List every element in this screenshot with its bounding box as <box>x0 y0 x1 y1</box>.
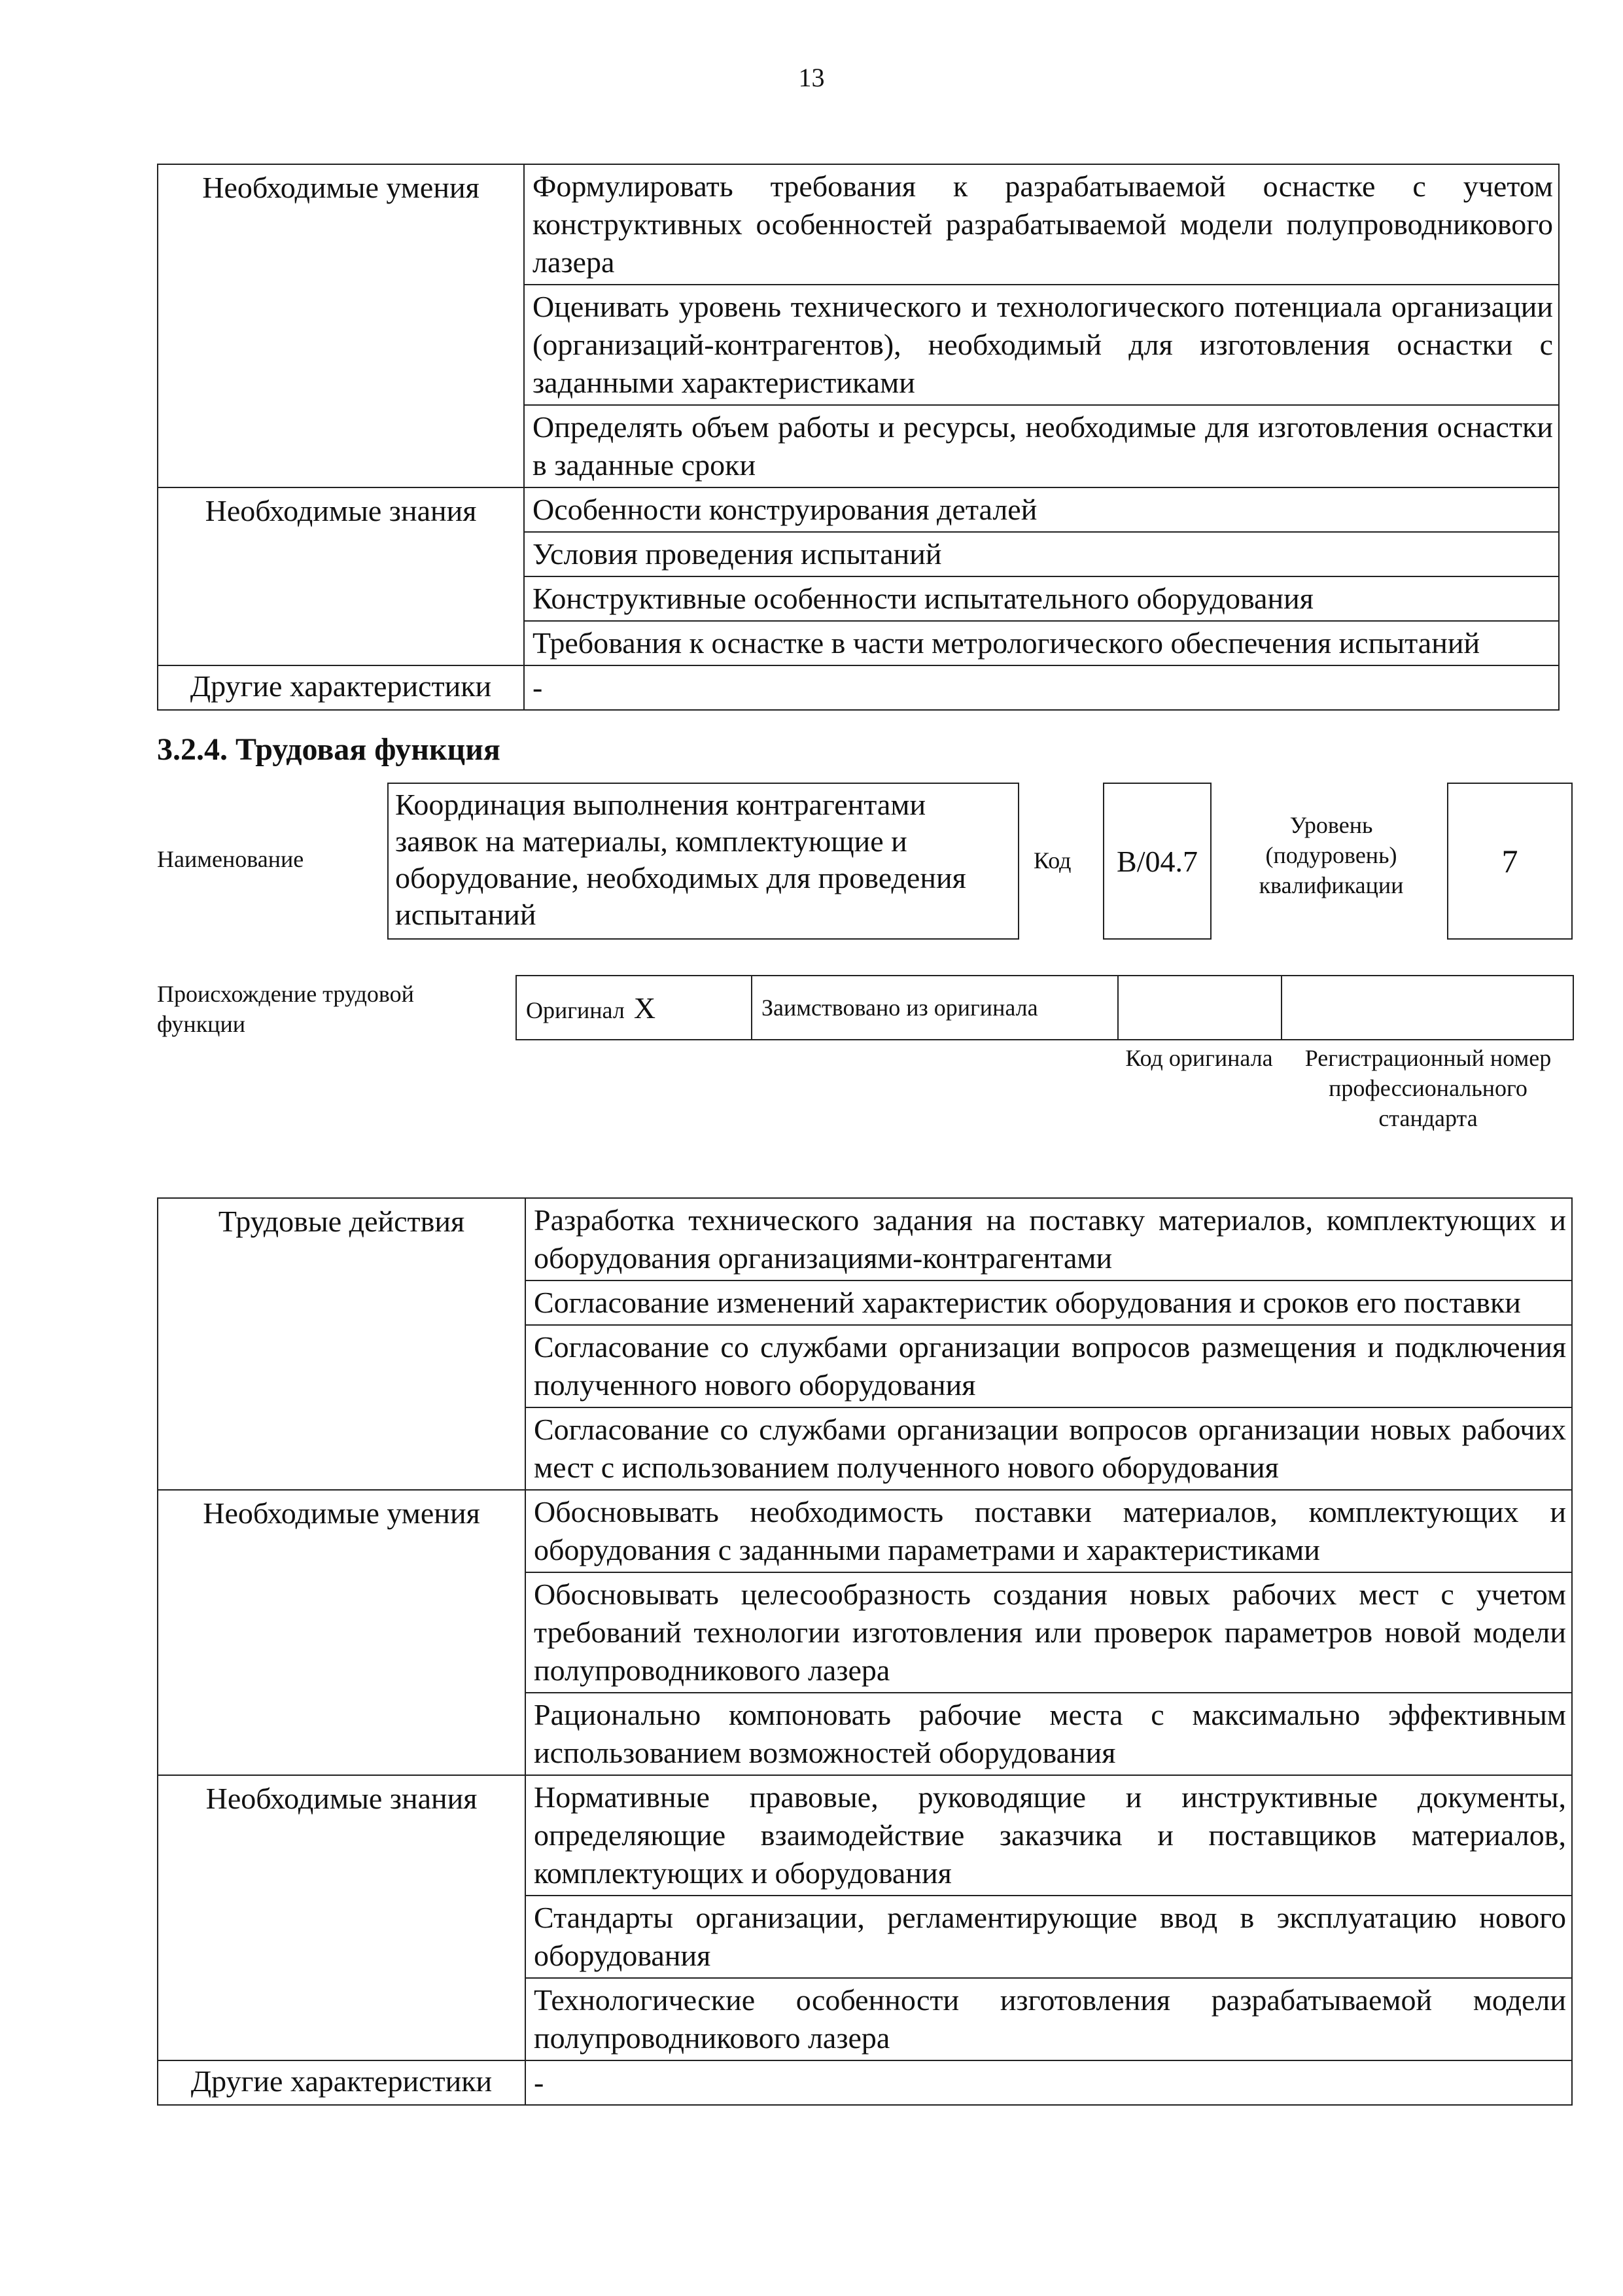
level-box <box>1447 783 1573 940</box>
original-code-cell <box>1118 976 1282 1040</box>
table-row <box>158 1490 1572 1572</box>
registration-number-cell <box>1282 976 1573 1040</box>
row-label-knowledge: Необходимые знания <box>158 487 524 665</box>
code-value: B/04.7 <box>1117 844 1198 878</box>
level-value: 7 <box>1501 843 1518 879</box>
code-label: Код <box>1034 847 1072 874</box>
skill-item: Формулировать требования к разрабатываемой оснастке с учетом конструктивных особенностей разрабатываемой модели полупроводникового лазера <box>524 164 1559 285</box>
level-label: Уровень (подуровень) квалификации <box>1259 812 1404 898</box>
table-row <box>158 164 1559 285</box>
code-box <box>1103 783 1212 940</box>
table-row <box>158 2060 1572 2105</box>
table-row <box>158 1198 1572 1280</box>
borrowed-label: Заимствовано из оригинала <box>752 976 1118 1040</box>
skills-knowledge-table-1 <box>157 164 1560 711</box>
row-label-skills: Необходимые умения <box>158 1490 525 1775</box>
table-row <box>158 1775 1572 1896</box>
skill-item: Оценивать уровень технического и технологического потенциала организации (организаций-контрагентов), необходимый для изготовления оснастки с заданными характеристиками <box>524 285 1559 405</box>
action-item: Разработка технического задания на поставку материалов, комплектующих и оборудования организациями-контрагентами <box>525 1198 1572 1280</box>
knowledge-item: Нормативные правовые, руководящие и инструктивные документы, определяющие взаимодействие заказчика и поставщиков материалов, комплектующих и оборудования <box>525 1775 1572 1896</box>
skill-item: Обосновывать целесообразность создания новых рабочих мест с учетом требований технологии изготовления или проверок параметров новой модели полупроводникового лазера <box>525 1572 1572 1693</box>
action-item: Согласование изменений характеристик оборудования и сроков его поставки <box>525 1280 1572 1325</box>
table-row <box>158 487 1559 532</box>
origin-label: Происхождение трудовой функции <box>157 981 414 1037</box>
labor-actions-table <box>157 1197 1573 2106</box>
original-label: Оригинал <box>526 997 625 1023</box>
registration-number-caption: Регистрационный номер профессионального стандарта <box>1304 1045 1552 1131</box>
knowledge-item: Условия проведения испытаний <box>524 532 1559 576</box>
row-label-other: Другие характеристики <box>158 665 524 710</box>
knowledge-item: Требования к оснастке в части метрологического обеспечения испытаний <box>524 621 1559 665</box>
action-item: Согласование со службами организации вопросов организации новых рабочих мест с использованием полученного нового оборудования <box>525 1407 1572 1490</box>
skill-item: Обосновывать необходимость поставки материалов, комплектующих и оборудования с заданными параметрами и характеристиками <box>525 1490 1572 1572</box>
origin-table <box>515 975 1574 1040</box>
function-name-box <box>387 783 1019 940</box>
other-item: - <box>524 665 1559 710</box>
skill-item: Рационально компоновать рабочие места с максимально эффективным использованием возможностей оборудования <box>525 1693 1572 1775</box>
table-row <box>516 976 1573 1040</box>
knowledge-item: Особенности конструирования деталей <box>524 487 1559 532</box>
row-label-knowledge: Необходимые знания <box>158 1775 525 2060</box>
name-label: Наименование <box>157 846 304 872</box>
original-cell <box>516 976 752 1040</box>
page-number: 13 <box>798 63 825 92</box>
other-item: - <box>525 2060 1572 2105</box>
knowledge-item: Стандарты организации, регламентирующие ввод в эксплуатацию нового оборудования <box>525 1896 1572 1978</box>
function-name: Координация выполнения контрагентами заявок на материалы, комплектующие и оборудование, необходимых для проведения испытаний <box>395 788 966 931</box>
knowledge-item: Конструктивные особенности испытательного оборудования <box>524 576 1559 621</box>
row-label-other: Другие характеристики <box>158 2060 525 2105</box>
knowledge-item: Технологические особенности изготовления разрабатываемой модели полупроводникового лазера <box>525 1978 1572 2060</box>
original-code-caption: Код оригинала <box>1125 1045 1273 1071</box>
original-mark: X <box>633 991 656 1025</box>
skill-item: Определять объем работы и ресурсы, необходимые для изготовления оснастки в заданные сроки <box>524 405 1559 487</box>
row-label-skills: Необходимые умения <box>158 164 524 487</box>
section-title: 3.2.4. Трудовая функция <box>157 732 500 767</box>
action-item: Согласование со службами организации вопросов размещения и подключения полученного нового оборудования <box>525 1325 1572 1407</box>
table-row <box>158 665 1559 710</box>
row-label-actions: Трудовые действия <box>158 1198 525 1490</box>
